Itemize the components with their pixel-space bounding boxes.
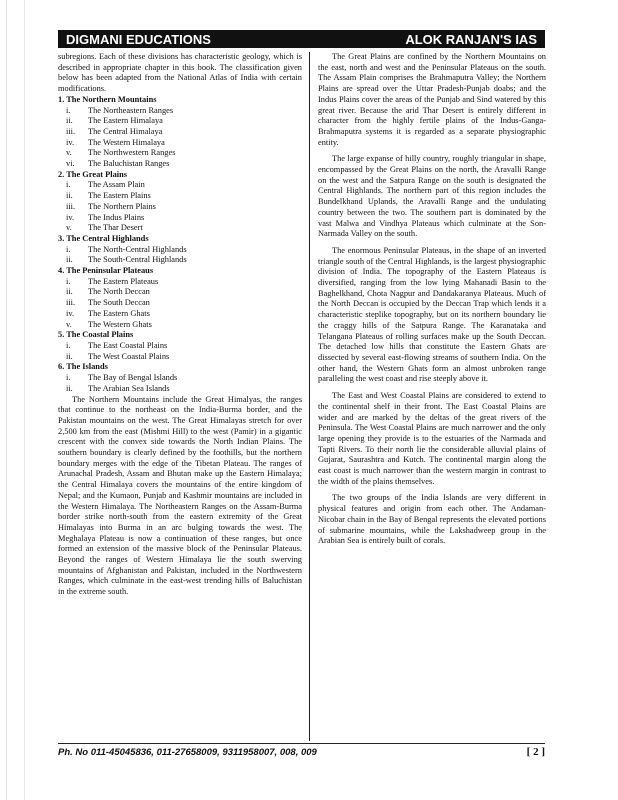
subdivision-label: The Eastern Ghats	[88, 308, 150, 318]
subdivision-number: ii.	[66, 351, 73, 361]
subdivision-number: ii.	[66, 287, 73, 297]
subdivision-number: i.	[66, 105, 71, 115]
scan-edge-line	[24, 0, 25, 800]
subdivision-label: The Bay of Bengal Islands	[88, 373, 178, 383]
subdivision-item	[58, 320, 302, 331]
subdivision-number: i.	[66, 180, 71, 190]
subdivision-label: The Assam Plain	[88, 180, 145, 190]
subdivision-item	[58, 298, 302, 309]
central-highlands-paragraph: The large expanse of hilly country, roughly triangular in shape, encompassed by the Great Plains on the north, the Aravalli Range on the west and the Satpura Range on the south is designated the Central Highlands. The northern part of this region includes the Bundelkhand Uplands, the Aravalli Range and the undulating country between the two. The southern part is dominated by the vast Malwa and Vindhya Plateaus which culminate at the Son-Narmada Valley on the south.	[318, 154, 546, 239]
subdivision-number: ii.	[66, 383, 73, 393]
subdivision-item	[58, 255, 302, 266]
subdivision-label: The Northern Plains	[88, 201, 156, 211]
subdivision-item	[58, 223, 302, 234]
subdivision-label: The Thar Desert	[88, 223, 143, 233]
column-divider	[309, 52, 310, 741]
subdivision-number: ii.	[66, 191, 73, 201]
subdivision-number: i.	[66, 276, 71, 286]
subdivision-label: The South-Central Highlands	[88, 255, 187, 265]
subdivision-item	[58, 191, 302, 202]
subdivision-item	[58, 106, 302, 117]
division-heading: 2. The Great Plains	[58, 169, 128, 179]
subdivision-label: The North-Central Highlands	[88, 244, 187, 254]
subdivision-label: The Indus Plains	[88, 212, 145, 222]
subdivision-number: v.	[66, 319, 72, 329]
subdivision-number: v.	[66, 148, 72, 158]
coastal-plains-paragraph: The East and West Coastal Plains are considered to extend to the continental shelf in their front. The East Coastal Plains are wider and are marked by the deltas of the great rivers of the Peninsula. The West Coastal Plains are much narrower and the only large opening they provide is to the estuaries of the Narmada and Tapti Rivers. To their north lie the considerable alluvial plains of Gujarat, Saurashtra and Kutch. The continental margin along the east coast is much narrower than the western margin in contrast to the width of the plains themselves.	[318, 391, 546, 486]
subdivision-label: The Baluchistan Ranges	[88, 159, 170, 169]
subdivision-number: iii.	[66, 201, 76, 211]
subdivision-number: i.	[66, 244, 71, 254]
subdivision-item	[58, 159, 302, 170]
subdivision-item	[58, 127, 302, 138]
subdivision-label: The Western Himalaya	[88, 137, 165, 147]
subdivision-number: iv.	[66, 308, 75, 318]
footer-phone: Ph. No 011-45045836, 011-27658009, 9311958007, 008, 009	[58, 747, 317, 758]
subdivision-number: i.	[66, 340, 71, 350]
header-left-title: DIGMANI EDUCATIONS	[66, 31, 211, 47]
scan-edge-line	[6, 0, 7, 800]
subdivision-label: The Northeastern Ranges	[88, 105, 174, 115]
subdivision-item	[58, 309, 302, 320]
subdivision-label: The West Coastal Plains	[88, 351, 170, 361]
islands-paragraph: The two groups of the India Islands are very different in physical features and origin from each other. The Andaman-Nicobar chain in the Bay of Bengal represents the elevated portions of submarine mountains, while the Lakshadweep group in the Arabian Sea is entirely built of corals.	[318, 493, 546, 546]
subdivision-item	[58, 373, 302, 384]
division-heading: 4. The Peninsular Plateaus	[58, 266, 154, 276]
subdivision-item	[58, 245, 302, 256]
division-heading: 3. The Central Highlands	[58, 233, 149, 243]
division-list	[58, 95, 302, 395]
subdivision-item	[58, 138, 302, 149]
northern-mountains-paragraph: The Northern Mountains include the Great Himalyas, the ranges that continue to the northeast on the India-Burma border, and the Pakistan mountains on the west. The Great Himalayas stretch for over 2,500 km from the east (Mishmi Hill) to the west (Pamir) in a gigantic crescent with the convex side towards the North Indian Plains. The southern boundary is clearly defined by the foothills, but the northern boundary merges with the edge of the Tibetan Plateau. The ranges of Arunachal Pradesh, Assam and Bhutan make up the Eastern Himalaya; the Central Himalaya covers the mountains of the entire kingdom of Nepal; and the Kumaon, Punjab and Kashmir mountains are included in the Western Himalaya. The Northeastern Ranges on the Assam-Burma border strike north-south from the eastern extremity of the Great Himalayas into Burma in an arc bulging towards the west. The Meghalaya Plateau is now a continuation of these ranges, but once formed an extension of the massive block of the Peninsular Plateaus. Beyond the ranges of Western Himalaya lie the south swerving mountains of Afghanistan and Pakistan, included in the Northwestern Ranges, which culminate in the east-west trending hills of Baluchistan in the extreme south.	[58, 394, 302, 597]
page-header	[58, 30, 545, 48]
subdivision-label: The Eastern Plains	[88, 191, 151, 201]
division-heading: 5. The Coastal Plains	[58, 330, 134, 340]
subdivision-number: iii.	[66, 126, 76, 136]
subdivision-label: The Central Himalaya	[88, 126, 163, 136]
great-plains-paragraph: The Great Plains are confined by the Northern Mountains on the east, north and west and the Peninsular Plateaus on the south. The Assam Plain comprises the Brahmaputra Valley; the Northern Plains are spread over the Uttar Pradesh-Punjab doabs; and the Indus Plains cover the areas of the Punjab and Sind watered by this great river. Because the arid Thar Desert is entirely different in character from the highly fertile plains of the Indus-Ganga-Brahmaputra systems it is regarded as a separate physiographic entity.	[318, 52, 546, 147]
subdivision-item	[58, 213, 302, 224]
subdivision-label: The Eastern Himalaya	[88, 116, 163, 126]
subdivision-item	[58, 341, 302, 352]
intro-paragraph: subregions. Each of these divisions has characteristic geology, which is described in appropriate chapter in this book. The classification given below has been adapted from the National Atlas of India with certain modifications.	[58, 52, 302, 94]
subdivision-label: The South Deccan	[88, 298, 150, 308]
right-column	[318, 52, 546, 547]
subdivision-item	[58, 287, 302, 298]
subdivision-item	[58, 148, 302, 159]
subdivision-item	[58, 202, 302, 213]
subdivision-number: ii.	[66, 255, 73, 265]
subdivision-number: vi.	[66, 159, 75, 169]
subdivision-number: v.	[66, 223, 72, 233]
subdivision-item	[58, 277, 302, 288]
subdivision-item	[58, 384, 302, 395]
subdivision-label: The Northwestern Ranges	[88, 148, 176, 158]
header-right-title: ALOK RANJAN'S IAS	[405, 31, 537, 47]
left-column	[58, 52, 302, 598]
page-footer	[58, 743, 545, 758]
division-heading: 6. The Islands	[58, 362, 108, 372]
peninsular-plateaus-paragraph: The enormous Peninsular Plateaus, in the shape of an inverted triangle south of the Central Highlands, is the largest physiographic division of India. The topography of the Eastern Plateaus is diversified, ranging from the low lying Mahanadi Basin to the Baghelkhand, Chota Nagpur and Dandakaranya Plateaus. Much of the North Deccan is occupied by the Deccan Trap which lends it a characteristic steplike topography, but on its northern boundary lie the craggy hills of the Satpura Range. The Karanataka and Telangana Plateaus of rolling surfaces make up the South Deccan. The detached low hills that constitute the Eastern Ghats are dissected by several east-flowing streams of southern India. On the other hand, the Western Ghats form an almost unbroken range paralleling the west coast and rise steeply above it.	[318, 245, 546, 384]
subdivision-label: The East Coastal Plains	[88, 340, 168, 350]
subdivision-item	[58, 116, 302, 127]
subdivision-number: iii.	[66, 298, 76, 308]
subdivision-label: The Arabian Sea Islands	[88, 383, 170, 393]
subdivision-label: The Western Ghats	[88, 319, 152, 329]
subdivision-item	[58, 352, 302, 363]
page-number: [ 2 ]	[526, 746, 545, 758]
subdivision-label: The Eastern Plateaus	[88, 276, 159, 286]
subdivision-label: The North Deccan	[88, 287, 150, 297]
division-heading: 1. The Northern Mountains	[58, 94, 157, 104]
subdivision-number: ii.	[66, 116, 73, 126]
subdivision-number: iv.	[66, 212, 75, 222]
subdivision-number: iv.	[66, 137, 75, 147]
subdivision-item	[58, 180, 302, 191]
subdivision-number: i.	[66, 373, 71, 383]
